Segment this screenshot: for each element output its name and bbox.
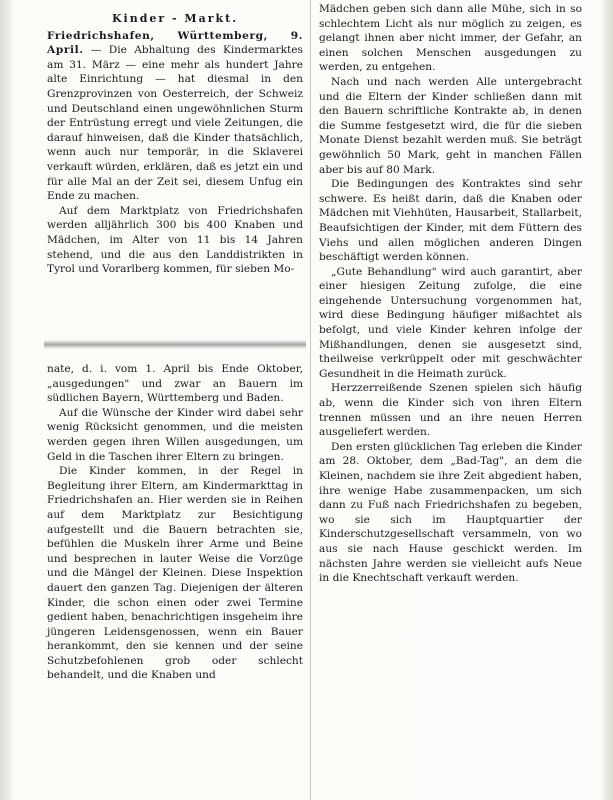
paragraph-7: „Gute Behandlung" wird auch garantirt, aber einer hiesigen Zeitung zufolge, die eine eingehende Untersuchung vorgenommen hat, wird diese Bedingung häufiger mißachtet als befolgt, und viele Kinder kehren infolge der Mißhandlungen, denen sie ausgesetzt sind, theilweise verkrüppelt oder mit geschwächter Gesundheit in die Heimath zurück. bbox=[319, 265, 582, 380]
dateline: Friedrichshafen, Württemberg, 9. April. bbox=[47, 29, 303, 57]
paragraph-4: Die Kinder kommen, in der Regel in Begleitung ihrer Eltern, am Kindermarkttag in Friedrichshafen an. Hier werden sie in Reihen auf dem Marktplatz zur Besichtigung aufgestellt und die Bauern betrachten sie, befühlen die Muskeln ihrer Arme und Beine und besprechen in lauter Weise die Vorzüge und die Mängel der Kleinen. Diese Inspektion dauert den ganzen Tag. Diejenigen der älteren Kinder, die schon einen oder zwei Termine gedient haben, benachrichtigen insgeheim ihre jüngeren Leidensgenossen, wenn ein Bauer herankommt, den sie kennen und der seine Schutzbefohlenen grob oder schlecht behandelt, und die Knaben und bbox=[47, 465, 303, 682]
paragraph-3: Auf die Wünsche der Kinder wird dabei sehr wenig Rücksicht genommen, und die meisten werden gegen ihren Willen ausgedungen, um Geld in die Taschen ihrer Eltern zu bringen. bbox=[47, 406, 303, 463]
paper-edge-right bbox=[601, 0, 613, 800]
paragraph-1 bbox=[47, 29, 303, 204]
paragraph-4-continued: Mädchen geben sich dann alle Mühe, sich in so schlechtem Licht als nur möglich zu zeigen, es gelangt ihnen aber nicht immer, der Gefahr, an einen solchen Menschen ausgedungen zu werden, zu entgehen. bbox=[319, 3, 582, 74]
paragraph-9: Den ersten glücklichen Tag erleben die Kinder am 28. Oktober, dem „Bad-Tag", an dem die Kleinen, nachdem sie ihre Zeit abgedient haben, ihre wenige Habe zusammenpacken, um sich dann zu Fuß nach Friedrichshafen zu begeben, wo sie sich im Hauptquartier der Kinderschutzgesellschaft versammeln, von wo aus sie nach Hause geschickt werden. Im nächsten Jahre werden sie vielleicht aufs Neue in die Knechtschaft verkauft werden. bbox=[319, 440, 582, 585]
paragraph-5: Nach und nach werden Alle untergebracht und die Eltern der Kinder schließen dann mit den Bauern schriftliche Kontrakte ab, in denen die Summe festgesetzt wird, die für die sieben Monate Dienst bezahlt werden muß. Sie beträgt gewöhnlich 50 Mark, geht in manchen Fällen aber bis auf 80 Mark. bbox=[319, 75, 582, 176]
article-title: Kinder - Markt. bbox=[111, 12, 239, 25]
paragraph-2-continued: nate, d. i. vom 1. April bis Ende Oktober, „ausgedungen" und zwar an Bauern im südlichen Bayern, Württemberg und Baden. bbox=[47, 363, 303, 405]
left-column-bottom bbox=[47, 362, 303, 683]
paste-seam bbox=[44, 340, 306, 349]
column-divider bbox=[310, 0, 311, 800]
paragraph-2: Auf dem Marktplatz von Friedrichshafen werden alljährlich 300 bis 400 Knaben und Mädchen, im Alter von 11 bis 14 Jahren stehend, und die aus den Landdistrikten in Tyrol und Vorarlberg kommen, für sieben Mo- bbox=[47, 204, 303, 276]
paper-edge-left bbox=[0, 0, 14, 800]
paragraph-6: Die Bedingungen des Kontraktes sind sehr schwere. Es heißt darin, daß die Knaben oder Mädchen mit Viehhüten, Hausarbeit, Stallarbeit, Beaufsichtigen der Kinder, mit dem Füttern des Viehs und allen möglichen anderen Dingen beschäftigt werden können. bbox=[319, 178, 582, 264]
right-column bbox=[319, 2, 582, 586]
left-column-top bbox=[47, 12, 303, 277]
paragraph-8: Herzzerreißende Szenen spielen sich häufig ab, wenn die Kinder sich von ihren Eltern trennen müssen und an ihre neuen Herren ausgeliefert werden. bbox=[319, 382, 582, 439]
paragraph-1-text: — Die Abhaltung des Kindermarktes am 31. März — eine mehr als hundert Jahre alte Einrichtung — hat diesmal in den Grenzprovinzen von Oesterreich, der Schweiz und Deutschland einen ungewöhnlichen Sturm der Entrüstung erregt und viele Zeitungen, die darauf hinweisen, daß die Kinder thatsächlich, wenn auch nur temporär, in die Sklaverei verkauft würden, erklären, daß es jetzt ein und für alle Mal an der Zeit sei, diesem Unfug ein Ende zu machen. bbox=[47, 44, 303, 203]
